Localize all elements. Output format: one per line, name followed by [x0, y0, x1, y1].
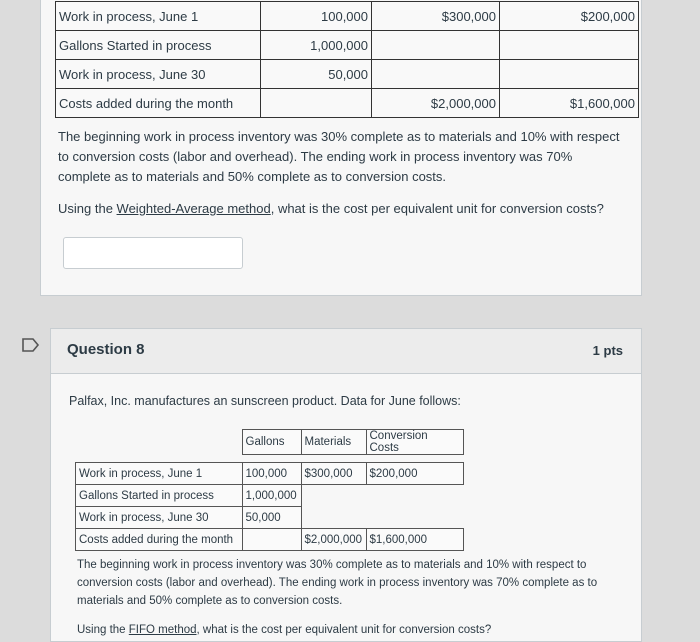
row-label: Work in process, June 30: [56, 60, 261, 89]
conversion-cell: [500, 60, 639, 89]
q8-intro: Palfax, Inc. manufactures an sunscreen product. Data for June follows:: [69, 394, 461, 408]
table-row: [76, 463, 464, 485]
q8-description: The beginning work in process inventory was 30% complete as to materials and 10% with respect to conversion costs (labor and overhead). The ending work in process inventory was 70% complete as to materials and 50% complete as to conversion costs.: [77, 559, 598, 607]
conversion-cell: [366, 485, 463, 507]
materials-cell: [301, 507, 366, 529]
question-7-card: [40, 0, 642, 296]
table-row: [76, 507, 464, 529]
q8-question-suffix: , what is the cost per equivalent unit for conversion costs?: [196, 624, 492, 636]
gallons-cell: [261, 89, 372, 118]
row-label: Work in process, June 1: [76, 463, 243, 485]
gallons-cell: 50,000: [242, 507, 301, 529]
flag-icon[interactable]: [22, 338, 40, 352]
table-row: [76, 529, 464, 551]
q8-method-link[interactable]: FIFO method: [128, 624, 197, 636]
conversion-cell: [500, 31, 639, 60]
table-header-row: [76, 430, 464, 455]
materials-cell: [372, 60, 500, 89]
row-label: Work in process, June 30: [76, 507, 243, 529]
table-row: [56, 2, 639, 31]
gallons-cell: 1,000,000: [261, 31, 372, 60]
question-title: Question 8: [67, 341, 145, 358]
header-gallons: Gallons: [242, 430, 301, 455]
conversion-cell: [366, 507, 463, 529]
table-row: [56, 31, 639, 60]
row-label: Gallons Started in process: [56, 31, 261, 60]
q8-question: [77, 621, 622, 639]
conversion-cell: $1,600,000: [366, 529, 463, 551]
q8-data-table: [75, 429, 464, 551]
row-label: Work in process, June 1: [56, 2, 261, 31]
q8-question-prefix: Using the: [77, 624, 129, 636]
conversion-cell: $1,600,000: [500, 89, 639, 118]
gallons-cell: 100,000: [261, 2, 372, 31]
gallons-cell: 50,000: [261, 60, 372, 89]
materials-cell: $300,000: [372, 2, 500, 31]
conversion-cell: $200,000: [366, 463, 463, 485]
question-header: [51, 329, 641, 374]
row-label: Gallons Started in process: [76, 485, 243, 507]
header-conversion: Conversion Costs: [366, 430, 463, 455]
materials-cell: [372, 31, 500, 60]
row-label: Costs added during the month: [76, 529, 243, 551]
row-label: Costs added during the month: [56, 89, 261, 118]
table-row: [76, 485, 464, 507]
q7-data-table: [55, 1, 639, 118]
table-row: [56, 60, 639, 89]
materials-cell: $2,000,000: [372, 89, 500, 118]
q7-description: The beginning work in process inventory was 30% complete as to materials and 10% with respect to conversion costs (labor and overhead). The ending work in process inventory was 70% complete as to materials and 50% complete as to conversion costs.: [58, 129, 620, 184]
gallons-cell: [242, 529, 301, 551]
conversion-cell: $200,000: [500, 2, 639, 31]
table-row: [56, 89, 639, 118]
q7-question-suffix: , what is the cost per equivalent unit for conversion costs?: [270, 201, 604, 216]
header-materials: Materials: [301, 430, 366, 455]
q7-method-link[interactable]: Weighted-Average method: [116, 201, 271, 216]
q7-answer-input[interactable]: [63, 237, 243, 269]
gallons-cell: 100,000: [242, 463, 301, 485]
question-points: 1 pts: [592, 343, 623, 358]
materials-cell: [301, 485, 366, 507]
question-8-card: [50, 328, 642, 642]
q7-question-prefix: Using the: [58, 201, 117, 216]
q7-question: [58, 199, 628, 219]
gallons-cell: 1,000,000: [242, 485, 301, 507]
materials-cell: $300,000: [301, 463, 366, 485]
materials-cell: $2,000,000: [301, 529, 366, 551]
